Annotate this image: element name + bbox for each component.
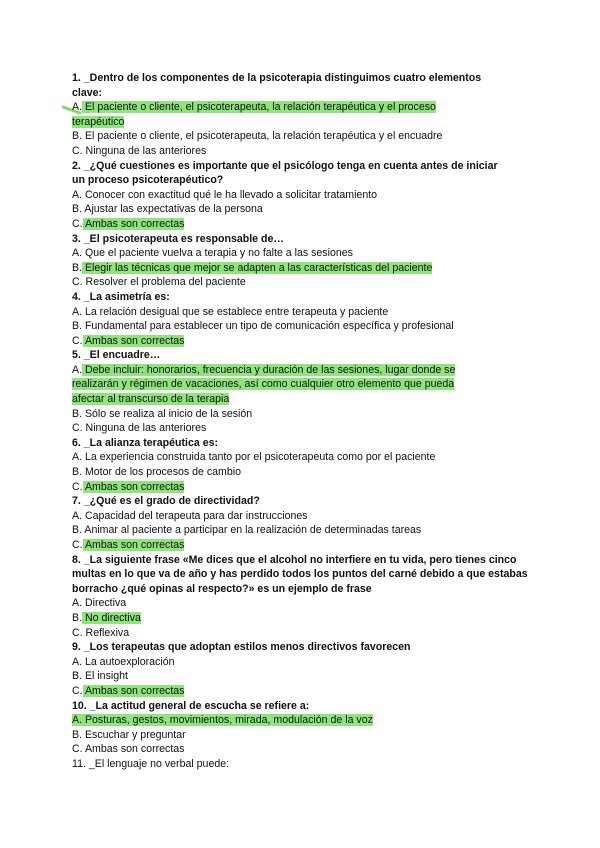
question-block	[72, 71, 542, 159]
answer-text: La experiencia construida tanto por el psicoterapeuta como por el paciente	[82, 451, 436, 464]
question-title-line: 8. _La siguiente frase «Me dices que el alcohol no interfiere en tu vida, pero tienes cinco	[72, 553, 517, 566]
answer-text: Escuchar y preguntar	[82, 728, 186, 741]
option-letter: C.	[72, 626, 83, 639]
option-letter: A.	[72, 451, 83, 464]
highlighted-answer-text: Ambas son correctas	[82, 217, 185, 230]
option-letter: A.	[72, 247, 83, 260]
question-block	[72, 348, 542, 436]
answer-text: Capacidad del terapeuta para dar instrucciones	[82, 509, 308, 522]
question-title-line: 9. _Los terapeutas que adoptan estilos menos directivos favorecen	[72, 641, 411, 654]
answer-text: Que el paciente vuelva a terapia y no falte a las sesiones	[82, 247, 353, 260]
answer-option-line	[72, 596, 542, 611]
highlighted-answer-text: Elegir las técnicas que mejor se adapten a las características del paciente	[82, 261, 433, 274]
answer-option-line	[72, 275, 542, 290]
option-letter: C.	[72, 422, 83, 435]
question-block	[72, 232, 542, 290]
highlighted-answer-text: afectar al transcurso de la terapia	[72, 393, 230, 406]
answer-option-line	[72, 305, 542, 320]
answer-option-line	[72, 392, 542, 407]
answer-text: El insight	[82, 670, 128, 683]
question-title-line: 10. _La actitud general de escucha se refiere a:	[72, 699, 310, 712]
question-block	[72, 436, 542, 494]
answer-option-line	[72, 188, 542, 203]
option-letter: A.	[72, 655, 83, 668]
question-title-line: borracho ¿qué opinas al respecto?» es un ejemplo de frase	[72, 582, 372, 595]
answer-option-line	[72, 246, 542, 261]
highlighted-answer-text: Ambas son correctas	[82, 334, 185, 347]
answer-option-line	[72, 523, 542, 538]
option-letter: C.	[72, 743, 83, 756]
answer-option-line	[72, 144, 542, 159]
question-title-line: multas en lo que va de año y has perdido todos los puntos del carné debido a que estabas	[72, 568, 528, 581]
answer-option-line	[72, 377, 542, 392]
answer-option-line	[72, 261, 542, 276]
answer-text: La relación desigual que se establece entre terapeuta y paciente	[82, 305, 389, 318]
highlighted-answer-text: Ambas son correctas	[82, 684, 185, 697]
option-letter: B.	[72, 611, 83, 624]
answer-text: Conocer con exactitud qué le ha llevado a solicitar tratamiento	[82, 188, 378, 201]
option-letter: B.	[72, 130, 83, 143]
answer-text: Reflexiva	[82, 626, 130, 639]
answer-text: Ajustar las expectativas de la persona	[82, 203, 263, 216]
highlighted-answer-text: Ambas son correctas	[82, 480, 185, 493]
question-block	[72, 553, 542, 641]
answer-option-line	[72, 713, 542, 728]
answer-text: Ninguna de las anteriores	[82, 422, 207, 435]
option-letter: C.	[72, 684, 83, 697]
answer-option-line	[72, 684, 542, 699]
answer-text: Motor de los procesos de cambio	[82, 466, 241, 479]
answer-option-line	[72, 626, 542, 641]
answer-option-line	[72, 728, 542, 743]
answer-option-line	[72, 465, 542, 480]
answer-option-line	[72, 421, 542, 436]
trailing-question-line: 11. _El lenguaje no verbal puede:	[72, 757, 230, 770]
answer-text: El paciente o cliente, el psicoterapeuta, la relación terapéutica y el encuadre	[82, 130, 443, 143]
option-letter: A.	[72, 363, 83, 376]
highlighted-answer-text: No directiva	[82, 611, 141, 624]
option-letter: B.	[72, 670, 83, 683]
question-title-line: un proceso psicoterapéutico?	[72, 174, 224, 187]
answer-option-line	[72, 115, 542, 130]
answer-option-line	[72, 538, 542, 553]
answer-text: Ninguna de las anteriores	[82, 144, 207, 157]
option-letter: B.	[72, 407, 83, 420]
answer-option-line	[72, 363, 542, 378]
question-block	[72, 159, 542, 232]
option-letter: B.	[72, 466, 83, 479]
highlighted-answer-text: El paciente o cliente, el psicoterapeuta, la relación terapéutica y el proceso	[82, 101, 436, 114]
option-letter: A.	[72, 714, 83, 727]
option-letter: A.	[72, 509, 83, 522]
quiz-document	[72, 71, 542, 772]
question-block	[72, 290, 542, 348]
question-block	[72, 699, 542, 757]
answer-option-line	[72, 100, 542, 115]
answer-option-line	[72, 611, 542, 626]
answer-option-line	[72, 217, 542, 232]
answer-option-line	[72, 655, 542, 670]
question-title-line: 3. _El psicoterapeuta es responsable de…	[72, 232, 284, 245]
answer-option-line	[72, 129, 542, 144]
answer-text: La autoexploración	[82, 655, 175, 668]
question-title-line: clave:	[72, 86, 103, 99]
question-title-line: 4. _La asimetría es:	[72, 290, 170, 303]
option-letter: A.	[72, 101, 83, 114]
question-title-line: 1. _Dentro de los componentes de la psicoterapia distinguimos cuatro elementos	[72, 72, 482, 84]
question-title-line: 7. _¿Qué es el grado de directividad?	[72, 495, 260, 508]
answer-option-line	[72, 450, 542, 465]
answer-text: Fundamental para establecer un tipo de comunicación específica y profesional	[82, 320, 454, 333]
option-letter: C.	[72, 144, 83, 157]
answer-text: Resolver el problema del paciente	[82, 276, 246, 289]
highlighted-answer-text: Posturas, gestos, movimientos, mirada, modulación de la voz	[82, 714, 373, 727]
option-letter: C.	[72, 480, 83, 493]
answer-option-line	[72, 334, 542, 349]
option-letter: A.	[72, 597, 83, 610]
answer-text: Animar al paciente a participar en la realización de determinadas tareas	[82, 524, 422, 537]
option-letter: C.	[72, 334, 83, 347]
option-letter: B.	[72, 320, 83, 333]
highlighted-answer-text: Ambas son correctas	[82, 539, 185, 551]
answer-option-line	[72, 319, 542, 334]
highlighted-answer-text: terapéutico	[72, 115, 125, 128]
option-letter: C.	[72, 217, 83, 230]
option-letter: A.	[72, 188, 83, 201]
option-letter: B.	[72, 524, 83, 537]
option-letter: C.	[72, 539, 83, 551]
option-letter: C.	[72, 276, 83, 289]
answer-option-line	[72, 202, 542, 217]
option-letter: B.	[72, 203, 83, 216]
answer-text: Sólo se realiza al inicio de la sesión	[82, 407, 253, 420]
answer-option-line	[72, 509, 542, 524]
highlighted-answer-text: realizarán y régimen de vacaciones, así como cualquier otro elemento que pueda	[72, 378, 455, 391]
answer-option-line	[72, 407, 542, 422]
question-block	[72, 494, 542, 552]
question-block	[72, 640, 542, 698]
option-letter: B.	[72, 261, 83, 274]
question-title-line: 5. _El encuadre…	[72, 349, 161, 362]
answer-text: Ambas son correctas	[82, 743, 185, 756]
highlighted-answer-text: Debe incluir: honorarios, frecuencia y duración de las sesiones, lugar donde se	[82, 363, 456, 376]
question-title-line: 6. _La alianza terapéutica es:	[72, 436, 219, 449]
answer-option-line	[72, 480, 542, 495]
option-letter: A.	[72, 305, 83, 318]
option-letter: B.	[72, 728, 83, 741]
answer-text: Directiva	[82, 597, 127, 610]
question-title-line: 2. _¿Qué cuestiones es importante que el psicólogo tenga en cuenta antes de iniciar	[72, 159, 498, 172]
answer-option-line	[72, 669, 542, 684]
answer-option-line	[72, 742, 542, 757]
